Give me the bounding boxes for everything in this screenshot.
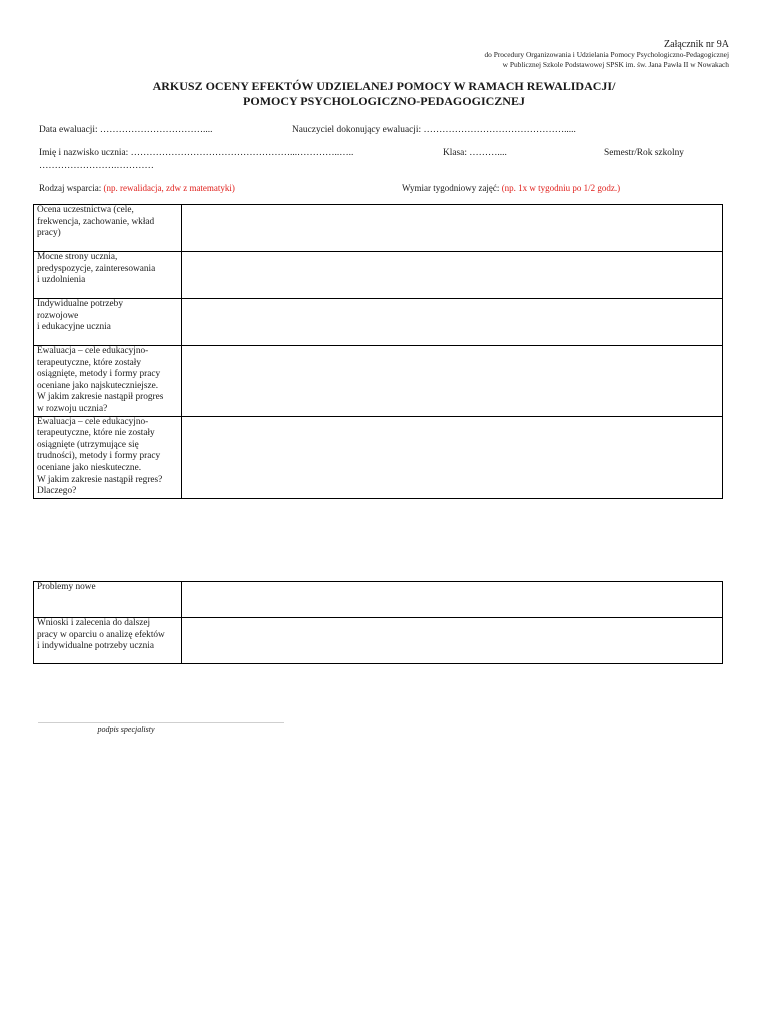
- row-answer-new-problems[interactable]: [182, 582, 723, 618]
- row-label-new-problems: [34, 582, 182, 618]
- row-label-achieved-goals: [34, 346, 182, 417]
- attachment-number: Załącznik nr 9A: [664, 39, 729, 50]
- row-label-line: i edukacyjne ucznia: [37, 322, 111, 333]
- row-label-line: Problemy nowe: [37, 582, 96, 592]
- student-name-dots: ……………………………………………...…………..…..: [130, 148, 354, 158]
- semester-label: Semestr/Rok szkolny: [604, 148, 684, 158]
- weekly-hours-label: Wymiar tygodniowy zajęć:: [402, 183, 500, 193]
- row-label-line: pracy): [37, 228, 61, 239]
- row-label-participation: [34, 205, 182, 252]
- evaluation-date-field[interactable]: [39, 125, 212, 135]
- row-label-line: Indywidualne potrzeby: [37, 299, 123, 309]
- class-field[interactable]: [443, 148, 507, 158]
- row-label-line: oceniane jako najskuteczniejsze.: [37, 380, 159, 391]
- row-label-line: Ewaluacja – cele edukacyjno-: [37, 416, 149, 427]
- support-type-hint: (np. rewalidacja, zdw z matematyki): [103, 183, 235, 193]
- row-label-line: terapeutyczne, które nie zostały: [37, 428, 155, 439]
- table-row-unachieved-goals: [34, 416, 723, 498]
- row-label-recommendations: [34, 618, 182, 664]
- student-name-label: Imię i nazwisko ucznia:: [39, 148, 129, 158]
- table-row-recommendations: [34, 618, 723, 664]
- row-label-needs: [34, 299, 182, 346]
- row-label-line: osiągnięte, metody i formy pracy: [37, 369, 161, 380]
- evaluating-teacher-field[interactable]: [292, 125, 576, 135]
- row-label-line: Mocne strony ucznia,: [37, 252, 118, 262]
- class-dots: ………....: [469, 148, 507, 158]
- school-reference: w Publicznej Szkole Podstawowej SPSK im. św. Jana Pawła II w Nowakach: [502, 60, 729, 69]
- weekly-hours-hint: (np. 1x w tygodniu po 1/2 godz.): [501, 183, 621, 193]
- row-label-line: Ocena uczestnictwa (cele,: [37, 205, 134, 215]
- table-row-achieved-goals: [34, 346, 723, 417]
- row-answer-achieved-goals[interactable]: [182, 346, 723, 417]
- table-row-strengths: [34, 252, 723, 299]
- row-answer-participation[interactable]: [182, 205, 723, 252]
- row-label-line: osiągnięte (utrzymujące się: [37, 439, 139, 450]
- student-name-field[interactable]: [39, 148, 353, 158]
- row-label-line: predyspozycje, zainteresowania: [37, 263, 156, 274]
- row-answer-unachieved-goals[interactable]: [182, 416, 723, 498]
- row-label-line: pracy w oparciu o analizę efektów: [37, 629, 165, 640]
- row-label-line: W jakim zakresie nastąpił progres: [37, 392, 164, 403]
- table-row-new-problems: [34, 582, 723, 618]
- evaluation-date-label: Data ewaluacji:: [39, 125, 98, 135]
- evaluating-teacher-dots: ……………………………………….....: [423, 125, 576, 135]
- evaluation-table: [33, 204, 723, 499]
- support-type-label: Rodzaj wsparcia:: [39, 183, 102, 193]
- evaluating-teacher-label: Nauczyciel dokonujący ewaluacji:: [292, 125, 422, 135]
- row-label-line: w rozwoju ucznia?: [37, 403, 108, 414]
- table-row-participation: [34, 205, 723, 252]
- form-title-line-1: ARKUSZ OCENY EFEKTÓW UDZIELANEJ POMOCY W RAMACH REWALIDACJI/: [152, 79, 616, 93]
- row-label-line: i indywidualne potrzeby ucznia: [37, 641, 154, 652]
- row-answer-strengths[interactable]: [182, 252, 723, 299]
- row-label-line: W jakim zakresie nastąpił regres?: [37, 474, 163, 485]
- row-label-strengths: [34, 252, 182, 299]
- support-type-field[interactable]: [39, 183, 235, 193]
- weekly-hours-field[interactable]: [402, 183, 620, 193]
- class-label: Klasa:: [443, 148, 467, 158]
- row-label-line: rozwojowe: [37, 310, 79, 321]
- signature-label: podpis specjalisty: [97, 725, 155, 734]
- row-label-line: Wnioski i zalecenia do dalszej: [37, 618, 151, 628]
- row-answer-needs[interactable]: [182, 299, 723, 346]
- conclusions-table: [33, 581, 723, 664]
- row-label-line: Ewaluacja – cele edukacyjno-: [37, 346, 149, 356]
- row-label-unachieved-goals: [34, 416, 182, 498]
- signature-line[interactable]: [38, 722, 284, 723]
- row-label-line: terapeutyczne, które zostały: [37, 357, 142, 368]
- form-title-line-2: POMOCY PSYCHOLOGICZNO-PEDAGOGICZNEJ: [243, 94, 525, 108]
- row-label-line: i uzdolnienia: [37, 275, 86, 286]
- evaluation-date-dots: ……………………………....: [99, 125, 213, 135]
- row-label-line: oceniane jako nieskuteczne.: [37, 462, 142, 473]
- row-answer-recommendations[interactable]: [182, 618, 723, 664]
- row-label-line: frekwencja, zachowanie, wkład: [37, 216, 155, 227]
- procedure-reference: do Procedury Organizowania i Udzielania Pomocy Psychologiczno-Pedagogicznej: [484, 50, 729, 59]
- table-row-needs: [34, 299, 723, 346]
- semester-dots[interactable]: …………………….…………: [39, 161, 154, 171]
- row-label-line: trudności), metody i formy pracy: [37, 451, 161, 462]
- row-label-line: Dlaczego?: [37, 486, 77, 497]
